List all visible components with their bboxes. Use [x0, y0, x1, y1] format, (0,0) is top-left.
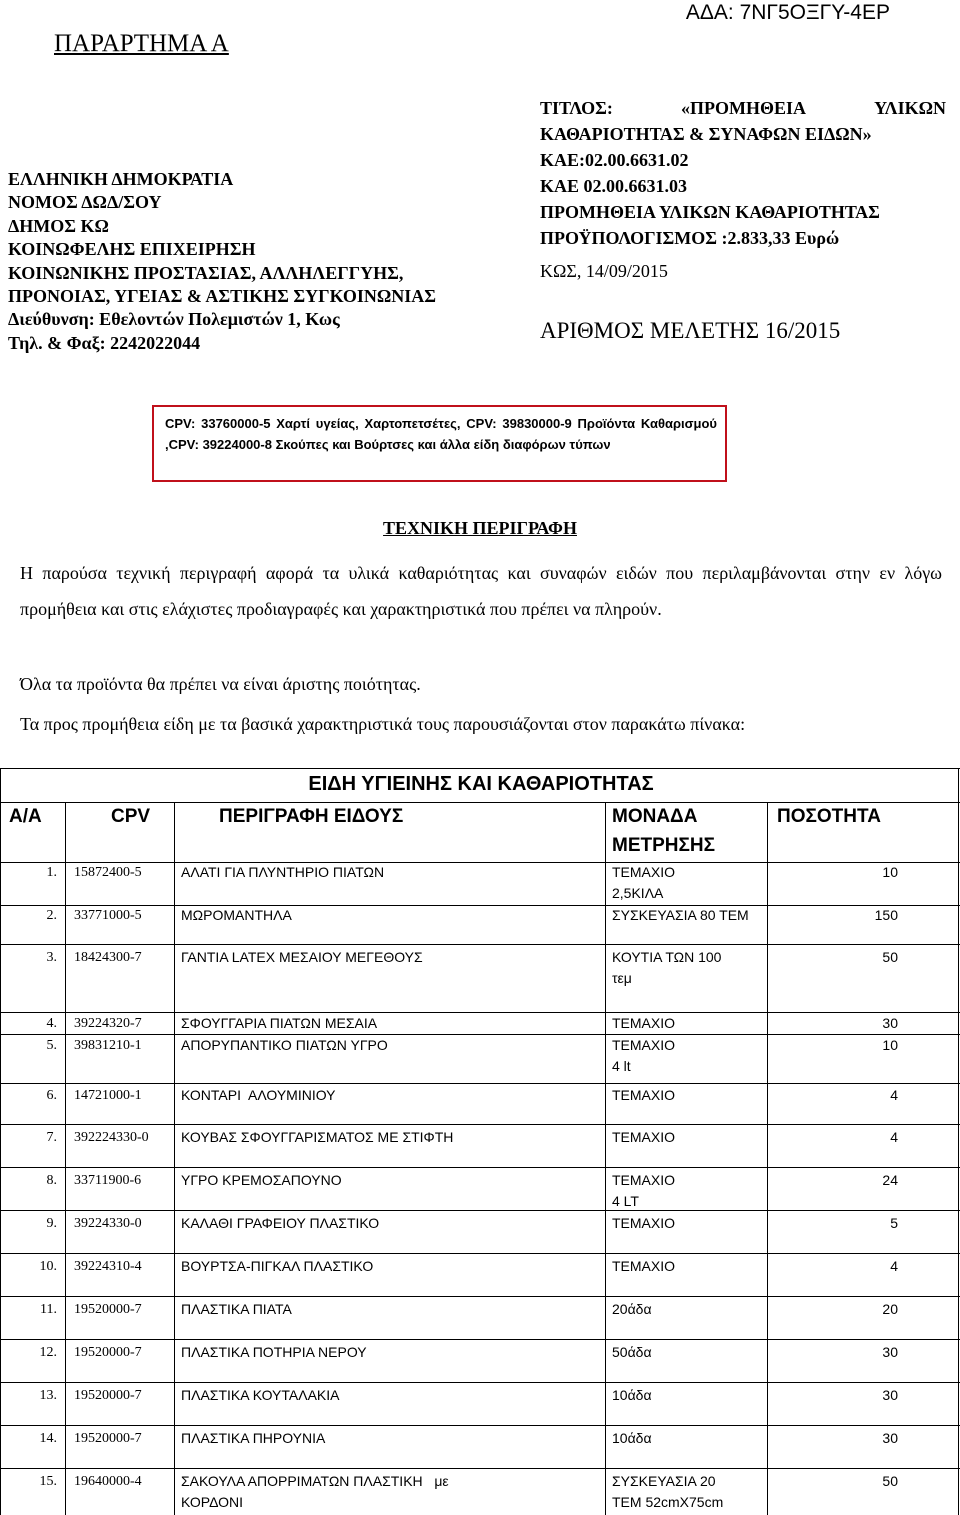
authority-line: ΕΛΛΗΝΙΚΗ ΔΗΜΟΚΡΑΤΙΑ [8, 169, 234, 189]
row-number: 6. [46, 1088, 57, 1103]
row-divider [1, 1083, 960, 1084]
row-description: ΒΟΥΡΤΣΑ-ΠΙΓΚΑΛ ΠΛΑΣΤΙΚΟ [181, 1258, 374, 1274]
row-divider [1, 1296, 960, 1297]
row-quantity: 5 [890, 1215, 898, 1231]
row-description: ΠΛΑΣΤΙΚΑ ΚΟΥΤΑΛΑΚΙΑ [181, 1387, 340, 1403]
ada-code: ΑΔΑ: 7ΝΓ5ΟΞΓΥ-4ΕΡ [685, 1, 890, 24]
items-table [0, 768, 960, 1515]
row-cpv: 39224320-7 [74, 1016, 142, 1031]
kae-code: ΚΑΕ:02.00.6631.02 [540, 150, 689, 170]
header-quantity: ΠΟΣΟΤΗΤΑ [777, 806, 881, 827]
authority-phone: Τηλ. & Φαξ: 2242022044 [8, 332, 201, 353]
project-subject: ΠΡΟΜΗΘΕΙΑ ΥΛΙΚΩΝ ΚΑΘΑΡΙΟΤΗΤΑΣ [540, 202, 880, 222]
row-unit: ΣΥΣΚΕΥΑΣΙΑ 20 [612, 1473, 716, 1489]
row-quantity: 150 [874, 907, 898, 923]
row-divider [1, 1382, 960, 1383]
row-cpv: 19520000-7 [74, 1431, 142, 1446]
row-quantity: 30 [882, 1387, 898, 1403]
row-unit: ΣΥΣΚΕΥΑΣΙΑ 80 ΤΕΜ [612, 907, 749, 923]
column-divider [65, 803, 66, 1515]
row-quantity: 10 [882, 864, 898, 880]
row-description: ΠΛΑΣΤΙΚΑ ΠΙΑΤΑ [181, 1301, 292, 1317]
annex-title: ΠΑΡΑΡΤΗΜΑ Α [54, 30, 229, 57]
row-number: 15. [39, 1474, 57, 1489]
column-divider [958, 769, 959, 1515]
row-description: ΜΩΡΟΜΑΝΤΗΛΑ [181, 907, 292, 923]
row-unit: ΤΕΜΑΧΙΟ [612, 1037, 676, 1053]
row-quantity: 20 [882, 1301, 898, 1317]
row-description: ΣΦΟΥΓΓΑΡΙΑ ΠΙΑΤΩΝ ΜΕΣΑΙΑ [181, 1015, 378, 1031]
row-unit: ΤΕΜΑΧΙΟ [612, 1129, 676, 1145]
cpv-box: CPV: 33760000-5 Χαρτί υγείας, Χαρτοπετσέτες, CPV: 39830000-9 Προϊόντα Καθαρισμού ,CPV: 39224000-8 Σκούπες και Βούρτσες και άλλα είδη διαφόρων τύπων [152, 405, 727, 482]
column-divider [605, 803, 606, 1515]
row-unit: ΤΕΜΑΧΙΟ [612, 864, 676, 880]
authority-line: ΠΡΟΝΟΙΑΣ, ΥΓΕΙΑΣ & ΑΣΤΙΚΗΣ ΣΥΓΚΟΙΝΩΝΙΑΣ [8, 286, 437, 307]
row-number: 13. [39, 1388, 57, 1403]
authority-address: Διεύθυνση: Εθελοντών Πολεμιστών 1, Κως [8, 309, 340, 330]
row-quantity: 30 [882, 1430, 898, 1446]
row-description: ΠΛΑΣΤΙΚΑ ΠΟΤΗΡΙΑ ΝΕΡΟΥ [181, 1344, 367, 1360]
row-divider [1, 862, 960, 863]
row-cpv: 19520000-7 [74, 1388, 142, 1403]
header-cpv: CPV [111, 806, 151, 827]
row-divider [1, 1124, 960, 1125]
row-unit: ΚΟΥΤΙΑ ΤΩΝ 100 [612, 949, 722, 965]
row-cpv: 39224330-0 [74, 1216, 142, 1231]
row-cpv: 15872400-5 [74, 865, 142, 880]
technical-heading: ΤΕΧΝΙΚΗ ΠΕΡΙΓΡΑΦΗ [383, 518, 577, 538]
row-divider [1, 1210, 960, 1211]
header-description: ΠΕΡΙΓΡΑΦΗ ΕΙΔΟΥΣ [219, 806, 404, 827]
row-number: 1. [46, 865, 57, 880]
row-quantity: 30 [882, 1344, 898, 1360]
column-divider [174, 803, 175, 1515]
row-description: ΑΠΟΡΥΠΑΝΤΙΚΟ ΠΙΑΤΩΝ ΥΓΡΟ [181, 1037, 388, 1053]
row-description: ΚΟΝΤΑΡΙ ΑΛΟΥΜΙΝΙΟΥ [181, 1087, 336, 1103]
row-description: ΥΓΡΟ ΚΡΕΜΟΣΑΠΟΥΝΟ [181, 1172, 342, 1188]
kae-code: ΚΑΕ 02.00.6631.03 [540, 176, 688, 196]
row-number: 4. [46, 1016, 57, 1031]
row-divider [1, 944, 960, 945]
row-quantity: 10 [882, 1037, 898, 1053]
quality-note: Όλα τα προϊόντα θα πρέπει να είναι άριστης ποιότητας. [20, 674, 421, 694]
row-unit: ΤΕΜΑΧΙΟ [612, 1172, 676, 1188]
row-cpv: 19520000-7 [74, 1302, 142, 1317]
row-number: 12. [39, 1345, 57, 1360]
row-divider [1, 1425, 960, 1426]
row-quantity: 30 [882, 1015, 898, 1031]
row-quantity: 4 [890, 1258, 898, 1274]
row-cpv: 39831210-1 [74, 1038, 142, 1053]
row-unit-line2: 4 LT [612, 1193, 639, 1209]
project-title-line2: ΚΑΘΑΡΙΟΤΗΤΑΣ & ΣΥΝΑΦΩΝ ΕΙΔΩΝ» [540, 124, 872, 144]
row-number: 2. [46, 908, 57, 923]
row-number: 9. [46, 1216, 57, 1231]
row-divider [1, 1339, 960, 1340]
project-budget: ΠΡΟΫΠΟΛΟΓΙΣΜΟΣ :2.833,33 Ευρώ [540, 228, 840, 248]
row-divider [1, 1034, 960, 1035]
row-description: ΣΑΚΟΥΛΑ ΑΠΟΡΡΙΜΑΤΩΝ ΠΛΑΣΤΙΚΗ με [181, 1473, 449, 1489]
header-aa: Α/Α [9, 806, 42, 827]
authority-line: ΚΟΙΝΩΝΙΚΗΣ ΠΡΟΣΤΑΣΙΑΣ, ΑΛΛΗΛΕΓΓΥΗΣ, [8, 262, 404, 283]
row-divider [1, 1253, 960, 1254]
row-cpv: 18424300-7 [74, 950, 142, 965]
title-part2: ΥΛΙΚΩΝ [874, 98, 946, 118]
row-unit-line2: 4 lt [612, 1058, 631, 1074]
document-date: ΚΩΣ, 14/09/2015 [540, 261, 668, 281]
row-number: 5. [46, 1038, 57, 1053]
row-quantity: 4 [890, 1129, 898, 1145]
row-number: 3. [46, 950, 57, 965]
row-number: 14. [39, 1431, 57, 1446]
row-unit-line2: 2,5ΚΙΛΑ [612, 885, 664, 901]
row-number: 11. [40, 1302, 57, 1317]
authority-block [8, 168, 436, 355]
row-divider [1, 1167, 960, 1168]
row-unit: ΤΕΜΑΧΙΟ [612, 1087, 676, 1103]
row-divider [1, 1468, 960, 1469]
title-part1: «ΠΡΟΜΗΘΕΙΑ [680, 98, 806, 118]
row-cpv: 392224330-0 [74, 1130, 149, 1145]
title-label: ΤΙΤΛΟΣ: [540, 98, 613, 118]
row-unit-line2: ΤΕΜ 52cmX75cm [612, 1494, 724, 1510]
row-description-line2: ΚΟΡΔΟΝΙ [181, 1494, 244, 1510]
row-description: ΚΟΥΒΑΣ ΣΦΟΥΓΓΑΡΙΣΜΑΤΟΣ ΜΕ ΣΤΙΦΤΗ [181, 1129, 454, 1145]
row-cpv: 33771000-5 [74, 908, 142, 923]
row-unit: 10άδα [612, 1430, 652, 1446]
row-quantity: 24 [882, 1172, 898, 1188]
authority-line: ΚΟΙΝΩΦΕΛΗΣ ΕΠΙΧΕΙΡΗΣΗ [8, 239, 256, 260]
row-unit: 10άδα [612, 1387, 652, 1403]
column-divider [767, 803, 768, 1515]
row-cpv: 19520000-7 [74, 1345, 142, 1360]
authority-line: ΔΗΜΟΣ ΚΩ [8, 215, 109, 236]
technical-paragraph: Η παρούσα τεχνική περιγραφή αφορά τα υλικά καθαριότητας και συναφών ειδών που περιλαμβάνονται στην εν λόγω προμήθεια και στις ελάχιστες προδιαγραφές και χαρακτηριστικά που πρέπει να πληρούν. [20, 563, 942, 619]
row-description: ΓΑΝΤΙΑ LATEX ΜΕΣΑΙΟΥ ΜΕΓΕΘΟΥΣ [181, 949, 423, 965]
table-intro: Τα προς προμήθεια είδη με τα βασικά χαρακτηριστικά τους παρουσιάζονται στον παρακάτω πίνακα: [20, 714, 746, 734]
row-divider [1, 1012, 960, 1013]
row-description: ΚΑΛΑΘΙ ΓΡΑΦΕΙΟΥ ΠΛΑΣΤΙΚΟ [181, 1215, 380, 1231]
row-description: ΑΛΑΤΙ ΓΙΑ ΠΛΥΝΤΗΡΙΟ ΠΙΑΤΩΝ [181, 864, 385, 880]
row-cpv: 19640000-4 [74, 1474, 142, 1489]
row-unit: 50άδα [612, 1344, 652, 1360]
row-quantity: 4 [890, 1087, 898, 1103]
row-number: 8. [46, 1173, 57, 1188]
row-unit: ΤΕΜΑΧΙΟ [612, 1215, 676, 1231]
row-description: ΠΛΑΣΤΙΚΑ ΠΗΡΟΥΝΙΑ [181, 1430, 326, 1446]
row-quantity: 50 [882, 949, 898, 965]
row-unit: 20άδα [612, 1301, 652, 1317]
row-quantity: 50 [882, 1473, 898, 1489]
row-divider [1, 905, 960, 906]
study-number: ΑΡΙΘΜΟΣ ΜΕΛΕΤΗΣ 16/2015 [540, 318, 841, 343]
row-number: 10. [39, 1259, 57, 1274]
project-title-row [540, 95, 946, 121]
header-unit: ΜΟΝΑΔΑ [612, 806, 698, 827]
authority-line: ΝΟΜΟΣ ΔΩΔ/ΣΟΥ [8, 192, 162, 213]
row-cpv: 14721000-1 [74, 1088, 142, 1103]
header-unit-line2: ΜΕΤΡΗΣΗΣ [612, 835, 716, 856]
row-cpv: 39224310-4 [74, 1259, 142, 1274]
row-cpv: 33711900-6 [74, 1173, 142, 1188]
row-unit: ΤΕΜΑΧΙΟ [612, 1258, 676, 1274]
project-block [540, 95, 946, 251]
row-unit: ΤΕΜΑΧΙΟ [612, 1015, 676, 1031]
table-title: ΕΙΔΗ ΥΓΙΕΙΝΗΣ ΚΑΙ ΚΑΘΑΡΙΟΤΗΤΑΣ [308, 773, 654, 795]
row-number: 7. [46, 1130, 57, 1145]
row-unit-line2: τεμ [612, 970, 632, 986]
